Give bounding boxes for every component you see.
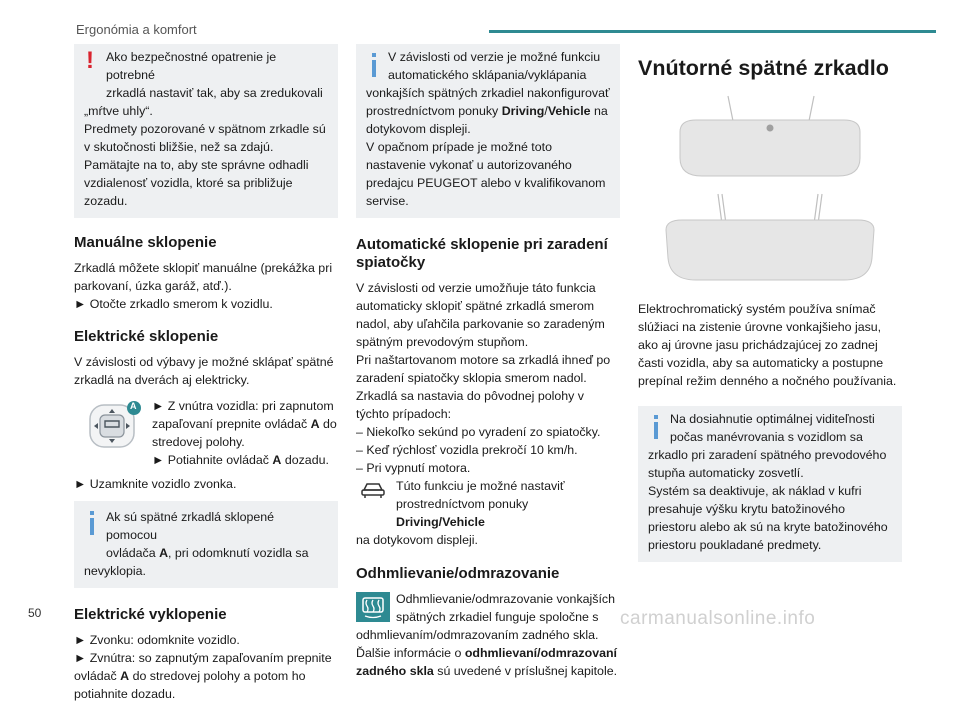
switch-steps xyxy=(152,397,338,469)
manual-step: ► Otočte zrkadlo smerom k vozidlu. xyxy=(74,297,273,311)
manual-text: Zrkadlá môžete sklopiť manuálne (prekážka pri parkovaní, úzka garáž, atď.). xyxy=(74,261,333,293)
car-line1: Túto funkciu je možné nastaviť xyxy=(396,479,565,493)
reverse-text2: Pri naštartovanom motore sa zrkadlá ihneď po zaradení spiatočky sklopia smerom nadol. xyxy=(356,353,611,385)
watermark: carmanualsonline.info xyxy=(620,608,816,629)
warning-line3: „mŕtve uhly“. xyxy=(84,104,153,118)
mirror-switch-icon xyxy=(86,399,144,457)
interior-mirror-text: Elektrochromatický systém používa snímač slúžiaci na zistenie úrovne vonkajšieho jasu, ako aj úrovne jasu prichádzajúcej zo zadnej časti vozidla, aby sa automaticky a postupne prepínal režim denného a nočného používania. xyxy=(638,302,897,388)
reverse-item2: – Keď rýchlosť vozidla prekročí 10 km/h. xyxy=(356,443,578,457)
reverse-item3: – Pri vypnutí motora. xyxy=(356,461,471,475)
info-fold-line3: nevyklopia. xyxy=(84,564,146,578)
defrost-line5: zadného skla sú uvedené v príslušnej kapitole. xyxy=(356,664,618,678)
lock-step: ► Uzamknite vozidlo zvonka. xyxy=(74,477,237,491)
warning-rest: Predmety pozorované v spätnom zrkadle sú v skutočnosti bližšie, než sa zdajú. Pamätajte na to, aby ste správne odhadli vzdialenosť vozidla, ktoré sa približuje zozadu. xyxy=(84,122,326,208)
switch-step1: ► Z vnútra vozidla: pri zapnutom zapaľovaní prepnite ovládač A do stredovej polohy. xyxy=(152,399,337,449)
warning-line2: zrkadlá nastaviť tak, aby sa zredukovali xyxy=(106,86,323,100)
defrost-title: Odhmlievanie/odmrazovanie xyxy=(356,565,560,582)
car-settings-row xyxy=(356,477,620,549)
unfold-title: Elektrické vyklopenie xyxy=(74,606,227,623)
info-fold-line1: Ak sú spätné zrkadlá sklopené pomocou xyxy=(106,510,275,542)
info-icon xyxy=(88,511,94,535)
column-3 xyxy=(638,44,902,562)
info-light-rest: Systém sa deaktivuje, ak náklad v kufri presahuje výšku krytu batožinového priestoru alebo ak sú na kryte batožinového priestoru poukladané predmety. xyxy=(648,484,888,552)
info-box-reverse-light xyxy=(638,406,902,562)
defrost-row xyxy=(356,590,620,680)
info-light-line4: stupňa automaticky zosvetlí. xyxy=(648,466,804,480)
reverse-text3: Zrkadlá sa nastavia do pôvodnej polohy v týchto prípadoch: xyxy=(356,389,584,421)
info-light-line1: Na dosiahnutie optimálnej viditeľnosti xyxy=(670,412,875,426)
defrost-line3: odhmlievaním/odmrazovaním zadného skla. xyxy=(356,628,599,642)
column-1 xyxy=(74,44,338,703)
interior-mirror-illustration xyxy=(638,88,902,288)
interior-mirror-title: Vnútorné spätné zrkadlo xyxy=(638,56,889,80)
defrost-line4: Ďalšie informácie o odhmlievaní/odmrazovaní xyxy=(356,646,617,660)
unfold-step1: ► Zvonku: odomknite vozidlo. xyxy=(74,633,240,647)
header-rule xyxy=(489,30,936,33)
info-config-line4: prostredníctvom ponuky Driving/Vehicle na xyxy=(366,104,608,118)
manual-title: Manuálne sklopenie xyxy=(74,234,217,251)
reverse-text1: V závislosti od verzie umožňuje táto funkcia automaticky sklopiť spätné zrkadlá smerom nadol, aby uľahčila parkovanie so zaradeným spätným prevodovým stupňom. xyxy=(356,281,605,349)
car-line2: prostredníctvom ponuky Driving/Vehicle xyxy=(396,497,529,529)
switch-label-a: A xyxy=(130,401,137,411)
info-config-line5: dotykovom displeji. xyxy=(366,122,471,136)
unfold-step2: ► Zvnútra: so zapnutým zapaľovaním prepnite ovládač A do stredovej polohy a potom ho potiahnite dozadu. xyxy=(74,651,332,701)
defrost-line1: Odhmlievanie/odmrazovanie vonkajších xyxy=(396,592,616,606)
info-config-line2: automatického sklápania/vyklápania xyxy=(388,68,587,82)
info-config-line1: V závislosti od verzie je možné funkciu xyxy=(388,50,601,64)
header-section-title: Ergonómia a komfort xyxy=(76,22,197,37)
warning-box xyxy=(74,44,338,218)
reverse-title: Automatické sklopenie pri zaradení spiatočky xyxy=(356,236,608,271)
info-fold-line2: ovládača A, pri odomknutí vozidla sa xyxy=(106,546,309,560)
info-box-config xyxy=(356,44,620,218)
car-line3: na dotykovom displeji. xyxy=(356,533,478,547)
info-icon xyxy=(370,53,376,77)
info-light-line2: počas manévrovania s vozidlom sa xyxy=(670,430,863,444)
electric-title: Elektrické sklopenie xyxy=(74,328,219,345)
switch-step2: ► Potiahnite ovládač A dozadu. xyxy=(152,453,329,467)
reverse-item1: – Niekoľko sekúnd po vyradení zo spiatočky. xyxy=(356,425,601,439)
page-number: 50 xyxy=(28,606,42,620)
defrost-icon xyxy=(356,592,390,622)
info-box-fold xyxy=(74,501,338,588)
defrost-line2: spätných zrkadiel funguje spoločne s xyxy=(396,610,599,624)
info-icon xyxy=(652,415,658,439)
column-2 xyxy=(356,44,620,680)
info-light-line3: zrkadlo pri zaradení spätného prevodového xyxy=(648,448,887,462)
car-icon xyxy=(360,479,386,504)
warning-icon: ! xyxy=(86,47,94,74)
electric-text: V závislosti od výbavy je možné sklápať spätné zrkadlá na dverách aj elektricky. xyxy=(74,355,334,387)
mirror-switch-row xyxy=(74,397,338,473)
info-config-line3: vonkajších spätných zrkadiel nakonfigurovať xyxy=(366,86,610,100)
info-config-rest: V opačnom prípade je možné toto nastavenie vykonať u autorizovaného predajcu PEUGEOT alebo v kvalifikovanom servise. xyxy=(366,140,606,208)
warning-line1: Ako bezpečnostné opatrenie je potrebné xyxy=(106,50,277,82)
